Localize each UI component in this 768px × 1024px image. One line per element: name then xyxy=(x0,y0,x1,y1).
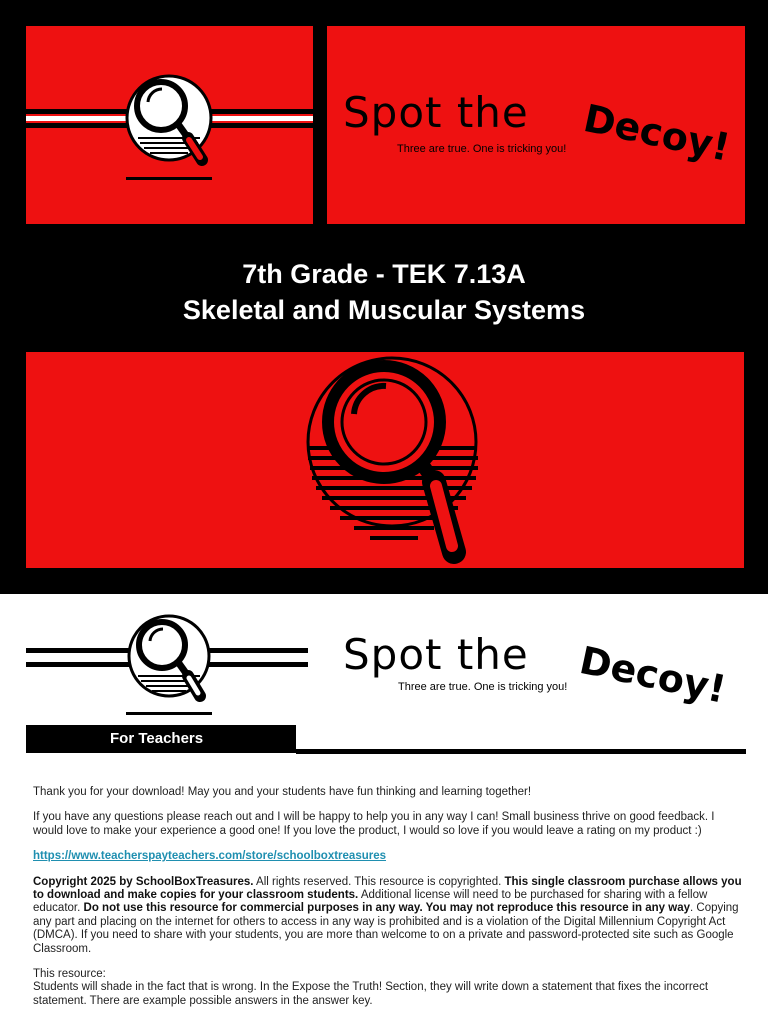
thank-you-paragraph: Thank you for your download! May you and your students have fun thinking and learning together! xyxy=(33,786,532,798)
copyright-bold-2: This single classroom purchase allows you to download and make copies for your classroom students. xyxy=(33,875,742,902)
feedback-paragraph: If you have any questions please reach out and I will be happy to help you in any way I can! Small business thrive on good feedback. I would love to make your experience a good one! If you love the product, I would so love if you would leave a rating on my product :) xyxy=(33,811,715,837)
cover-title xyxy=(0,256,768,328)
copyright-text-1: All rights reserved. This resource is copyrighted. xyxy=(253,875,505,888)
logo-decoy-text: Decoy! xyxy=(579,96,734,170)
magnifying-glass-icon xyxy=(26,608,316,718)
logo-spot-text: Spot the xyxy=(343,88,529,137)
copyright-text-3: . Copying any part and placing on the internet for others to access in any way is prohibited and is a violation of the Digital Millennium Copyright Act (DMCA). If you need to share with your students, you are more than welcome to on a private and password-protected site such as Google Classroom. xyxy=(33,902,739,955)
copyright-bold-1: Copyright 2025 by SchoolBoxTreasures. xyxy=(33,875,254,888)
cover-title-line1: 7th Grade - TEK 7.13A xyxy=(242,259,526,289)
cover-title-line2: Skeletal and Muscular Systems xyxy=(182,295,586,325)
cover-logo-panel xyxy=(26,26,313,224)
teacher-notes xyxy=(33,786,745,1020)
magnifying-glass-icon xyxy=(26,26,313,224)
section-divider xyxy=(296,749,746,754)
magnifying-glass-icon xyxy=(26,352,744,568)
copyright-text-2: Additional license will need to be purchased for sharing with a fellow educator. xyxy=(33,889,708,915)
logo-tagline: Three are true. One is tricking you! xyxy=(397,143,567,155)
logo-spot-text: Spot the xyxy=(343,630,529,679)
resource-heading: This resource: xyxy=(33,968,106,981)
cover-illustration-panel xyxy=(26,352,744,568)
copyright-bold-3: Do not use this resource for commercial purposes in any way. You may not reproduce this resource in any way xyxy=(83,902,690,915)
store-link[interactable]: https://www.teacherspayteachers.com/store/schoolboxtreasures xyxy=(33,850,387,863)
cover-wordmark-panel xyxy=(327,26,745,224)
teacher-page xyxy=(0,594,768,1024)
copyright-paragraph xyxy=(33,876,745,956)
logo-tagline: Three are true. One is tricking you! xyxy=(398,681,568,693)
resource-description: Students will shade in the fact that is wrong. In the Expose the Truth! Section, they will write down a statement that fixes the incorrect statement. There are example possible answers in the answer key. xyxy=(33,981,709,1007)
section-header: For Teachers xyxy=(26,725,296,753)
logo-decoy-text: Decoy! xyxy=(575,638,730,712)
